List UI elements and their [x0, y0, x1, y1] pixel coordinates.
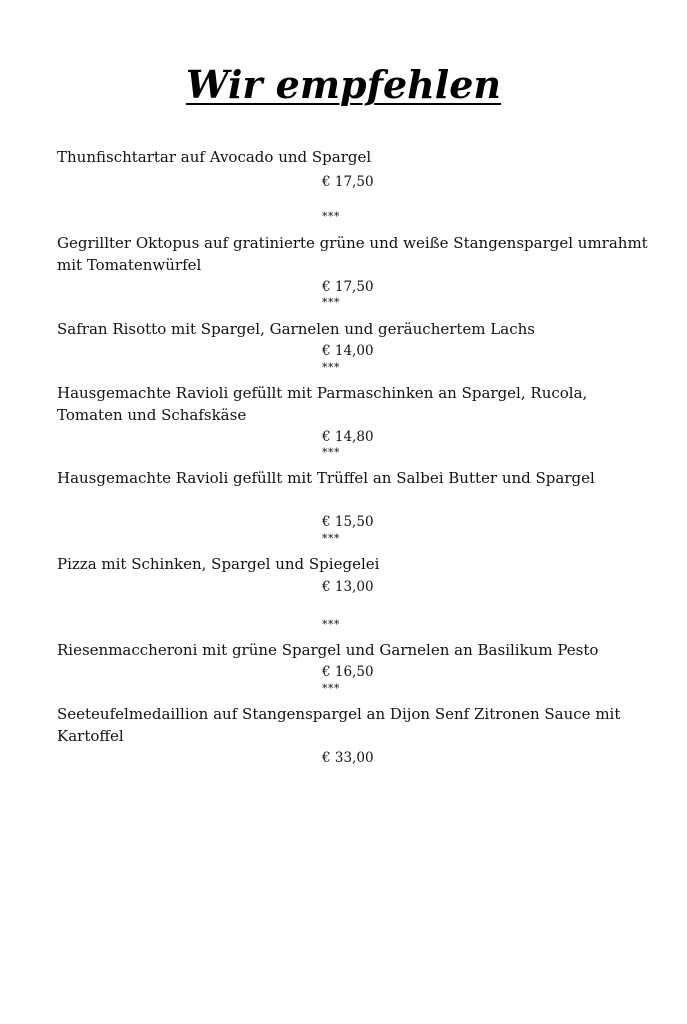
- menu-item-price: € 17,50: [322, 174, 374, 190]
- menu-item-price: € 14,00: [322, 343, 374, 359]
- menu-item-price: € 13,00: [322, 579, 374, 595]
- separator: ***: [322, 296, 340, 309]
- menu-item-name: Hausgemachte Ravioli gefüllt mit Trüffel an Salbei Butter und Spargel: [57, 469, 595, 487]
- separator: ***: [322, 618, 340, 631]
- menu-item-price: € 15,50: [322, 514, 374, 530]
- menu-item-name: Riesenmaccheroni mit grüne Spargel und Garnelen an Basilikum Pesto: [57, 641, 599, 659]
- menu-item-price: € 33,00: [322, 750, 374, 766]
- separator: ***: [322, 210, 340, 223]
- separator: ***: [322, 446, 340, 459]
- menu-item-name: Seeteufelmedaillion auf Stangenspargel an Dijon Senf Zitronen Sauce mit Kartoffel: [57, 705, 621, 745]
- menu-item-price: € 14,80: [322, 429, 374, 445]
- menu-item-price: € 16,50: [322, 664, 374, 680]
- separator: ***: [322, 682, 340, 695]
- menu-item-name: Gegrillter Oktopus auf gratinierte grüne und weiße Stangenspargel umrahmt mit Tomatenwürfel: [57, 234, 648, 274]
- menu-item-name: Hausgemachte Ravioli gefüllt mit Parmaschinken an Spargel, Rucola, Tomaten und Schafskäse: [57, 384, 588, 424]
- menu-item-name: Safran Risotto mit Spargel, Garnelen und geräuchertem Lachs: [57, 320, 535, 338]
- menu-item-name: Pizza mit Schinken, Spargel und Spiegelei: [57, 555, 380, 573]
- page-title: Wir empfehlen: [185, 62, 502, 107]
- separator: ***: [322, 361, 340, 374]
- separator: ***: [322, 532, 340, 545]
- menu-item-price: € 17,50: [322, 279, 374, 295]
- menu-item-name: Thunfischtartar auf Avocado und Spargel: [57, 148, 372, 166]
